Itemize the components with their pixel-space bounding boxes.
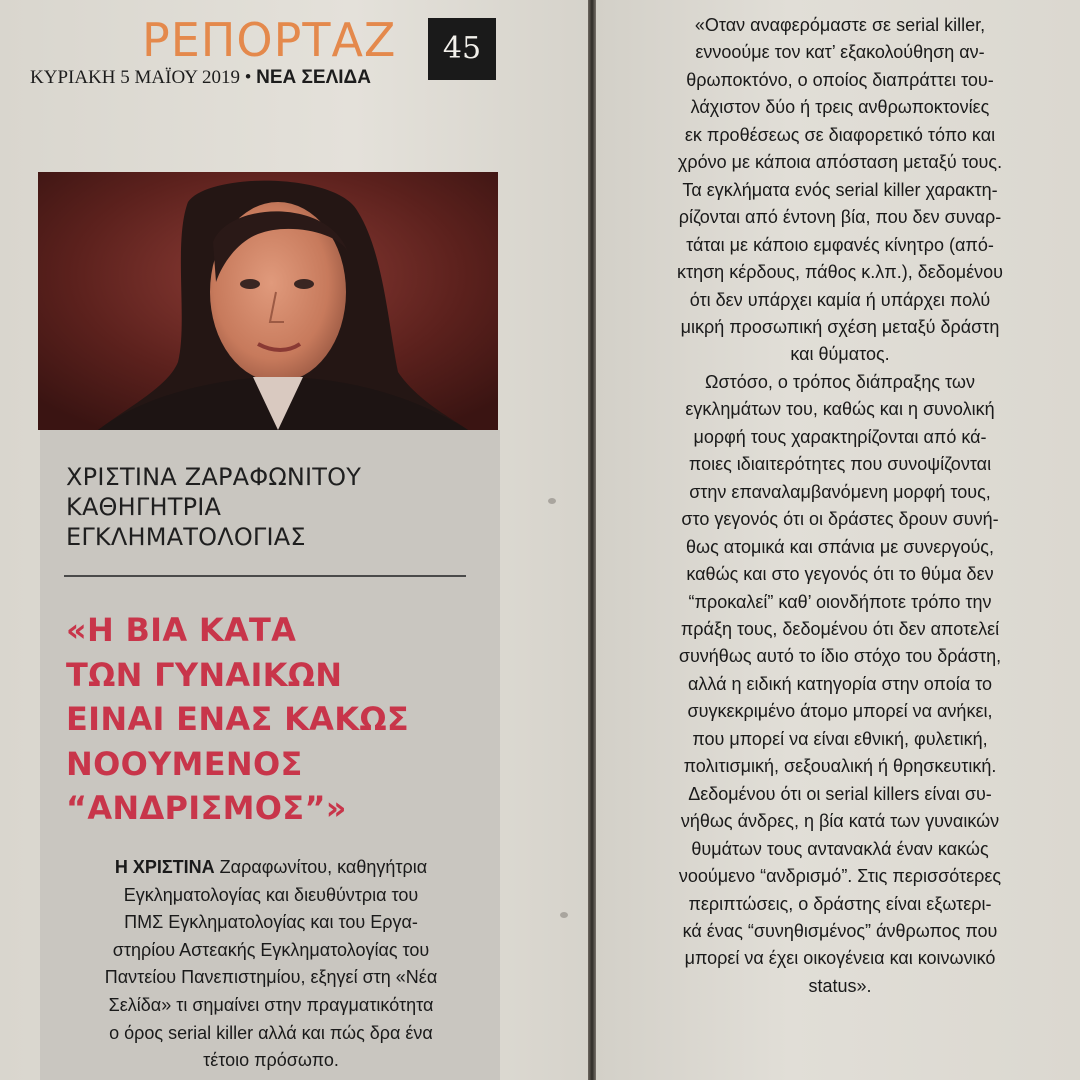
author-photo xyxy=(38,172,498,430)
intro-first-line-rest: Ζαραφωνίτου, καθηγήτρια xyxy=(214,857,428,877)
body-line: ποιες ιδιαιτερότητες που συνοψίζονται xyxy=(688,454,992,475)
author-credit xyxy=(66,462,361,552)
section-title: ΡΕΠΟΡΤΑΖ xyxy=(142,13,397,67)
page-gutter xyxy=(588,0,596,1080)
headline-line: ΝΟΟΥΜΕΝΟΣ xyxy=(66,744,303,783)
intro-line: στηρίου Αστεακής Εγκληματολογίας του xyxy=(112,939,430,960)
body-line: μπορεί να έχει οικογένεια και κοινωνικό xyxy=(684,948,996,969)
divider xyxy=(64,575,466,577)
body-line: εκ προθέσεως σε διαφορετικό τόπο και xyxy=(684,124,996,145)
headline-line: «Η ΒΙΑ ΚΑΤΑ xyxy=(66,611,297,649)
body-line: μικρή προσωπική σχέση μεταξύ δράστη xyxy=(680,316,1000,337)
body-line: νήθως άνδρες, η βία κατά των γυναικών xyxy=(680,811,1000,832)
body-line: Ωστόσο, ο τρόπος διάπραξης των xyxy=(705,371,975,392)
body-line: συγκεκριμένο άτομο μπορεί να ανήκει, xyxy=(687,701,993,722)
headline-line: “ΑΝΔΡΙΣΜΟΣ”» xyxy=(66,789,347,827)
body-line: Τα εγκλήματα ενός serial killer χαρακτη- xyxy=(682,179,998,200)
body-line: μορφή τους χαρακτηρίζονται από κά- xyxy=(693,426,987,447)
body-line: “προκαλεί” καθ’ οιονδήποτε τρόπο την xyxy=(688,591,992,612)
intro-line: ΠΜΣ Εγκληματολογίας και του Εργα- xyxy=(124,912,418,933)
body-line: status». xyxy=(808,975,872,996)
portrait-image xyxy=(38,172,498,430)
body-line: ρίζονται από έντονη βία, που δεν συναρ- xyxy=(678,207,1002,228)
publication-name: ΝΕΑ ΣΕΛΙΔΑ xyxy=(256,67,371,88)
paper-speck xyxy=(560,912,568,918)
issue-date: ΚΥΡΙΑΚΗ 5 ΜΑΪΟΥ 2019 xyxy=(30,67,240,88)
author-title: ΚΑΘΗΓΗΤΡΙΑ xyxy=(66,493,222,521)
body-line: ότι δεν υπάρχει καμία ή υπάρχει πολύ xyxy=(689,289,991,310)
intro-paragraph xyxy=(66,854,476,1075)
body-line: στην επαναλαμβανόμενη μορφή τους, xyxy=(689,481,991,502)
body-line: λάχιστον δύο ή τρεις ανθρωποκτονίες xyxy=(690,97,990,118)
body-line: στο γεγονός ότι οι δράστες δρουν συνή- xyxy=(681,509,999,530)
body-line: που μπορεί να είναι εθνική, φυλετική, xyxy=(692,728,988,749)
intro-line: Παντείου Πανεπιστημίου, εξηγεί στη «Νέα xyxy=(104,967,438,988)
body-line: συνήθως αυτό το ίδιο στόχο του δράστη, xyxy=(678,646,1002,667)
body-line: θυμάτων τους αντανακλά έναν κακώς xyxy=(691,838,989,859)
body-line: εννοούμε τον κατ’ εξακολούθηση αν- xyxy=(695,42,985,63)
intro-line xyxy=(66,854,476,882)
author-field: ΕΓΚΛΗΜΑΤΟΛΟΓΙΑΣ xyxy=(66,523,306,551)
headline-line: ΕΙΝΑΙ ΕΝΑΣ ΚΑΚΩΣ xyxy=(66,700,409,738)
body-line: πολιτισμική, σεξουαλική ή θρησκευτική. xyxy=(683,756,997,777)
headline-line: ΤΩΝ ΓΥΝΑΙΚΩΝ xyxy=(66,655,343,694)
body-line: θρωποκτόνο, ο οποίος διαπράττει του- xyxy=(686,69,994,90)
intro-line: ο όρος serial killer αλλά και πώς δρα ένα xyxy=(109,1022,433,1043)
body-line: πράξη τους, δεδομένου ότι δεν αποτελεί xyxy=(680,618,1000,639)
author-name: ΧΡΙΣΤΙΝΑ ΖΑΡΑΦΩΝΙΤΟΥ xyxy=(66,463,362,491)
intro-line: Σελίδα» τι σημαίνει στην πραγματικότητα xyxy=(108,994,434,1015)
body-line: καθώς και στο γεγονός ότι το θύμα δεν xyxy=(686,564,994,585)
headline xyxy=(66,608,409,831)
body-line: κά ένας “συνηθισμένος” άνθρωπος που xyxy=(682,920,998,941)
dateline xyxy=(30,66,371,90)
intro-line: τέτοιο πρόσωπο. xyxy=(203,1050,339,1071)
page-number: 45 xyxy=(428,18,496,80)
body-line: Δεδομένου ότι οι serial killers είναι συ- xyxy=(688,783,992,804)
paper-speck xyxy=(548,498,556,504)
dateline-separator: • xyxy=(239,67,257,88)
intro-line: Εγκληματολογίας και διευθύντρια του xyxy=(123,884,419,905)
article-body xyxy=(620,12,1060,1000)
body-line: και θύματος. xyxy=(790,344,890,365)
body-line: χρόνο με κάποια απόσταση μεταξύ τους. xyxy=(677,152,1003,173)
body-line: αλλά η ειδική κατηγορία στην οποία το xyxy=(687,673,992,694)
body-line: κτηση κέρδους, πάθος κ.λπ.), δεδομένου xyxy=(676,262,1004,283)
body-line: τάται με κάποιο εμφανές κίνητρο (από- xyxy=(686,234,994,255)
body-line: θως ατομικά και σπάνια με συνεργούς, xyxy=(686,536,994,557)
body-line: «Οταν αναφερόμαστε σε serial killer, xyxy=(694,15,986,35)
intro-lead: Η ΧΡΙΣΤΙΝΑ xyxy=(114,857,215,877)
body-line: περιπτώσεις, ο δράστης είναι εξωτερι- xyxy=(688,893,992,914)
body-line: εγκλημάτων του, καθώς και η συνολική xyxy=(685,399,995,420)
body-line: νοούμενο “ανδρισμό”. Στις περισσότερες xyxy=(678,866,1002,887)
